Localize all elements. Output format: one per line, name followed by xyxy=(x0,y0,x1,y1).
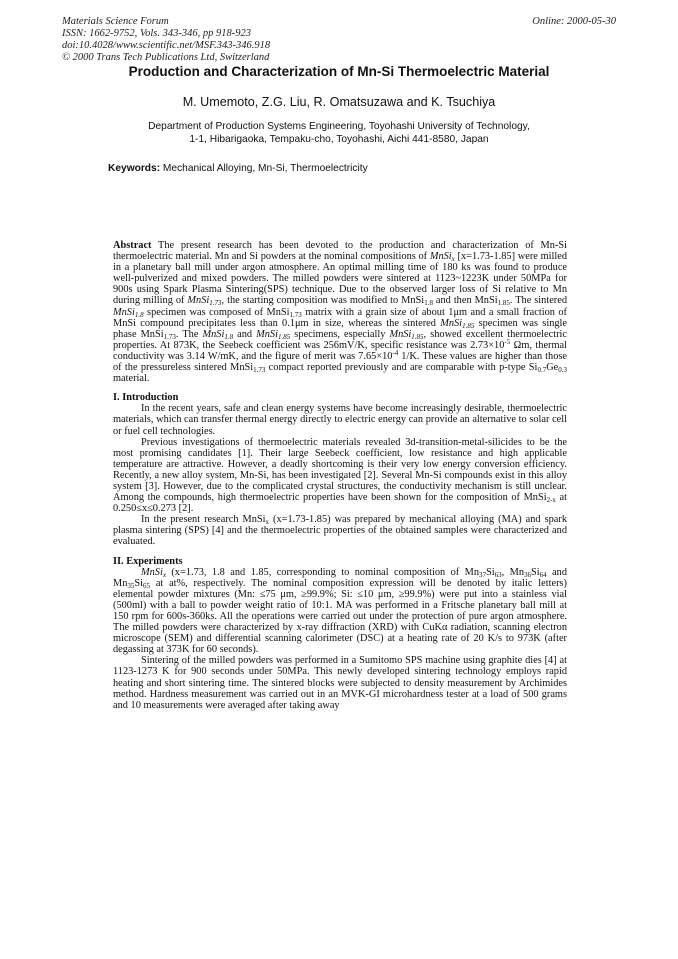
section-heading-experiments: II. Experiments xyxy=(113,555,183,567)
affiliation-line-2: 1-1, Hibarigaoka, Tempaku-cho, Toyohashi, Aichi 441-8580, Japan xyxy=(189,134,489,145)
experiments-paragraph-1: MnSi$_x$ (x=1.73, 1.8 and 1.85, corresponding to nominal composition of $Mn_{37}Si_{63}$, $Mn_{36}Si_{64}$ and $Mn_{35}Si_{65}$ at at%, respectively. The nominal composition expression will be denoted by italic letters) elemental powder mixtures (Mn: ≤75 μm, ≥99.9%; Si: ≤10 μm, ≥99.9%) were put into a stainless vial (500ml) with a ball to powder weight ratio of 10:1. MA was performed in a Fritsche planetary ball mill at 150 rpm for 600s-360ks. All the operations were carried out under the protection of pure argon atmosphere. The milled powders were characterized by x-ray diffraction (XRD) with CuKα radiation, scanning electron microscope (SEM) and differential scanning calorimeter (DSC) at a heating rate of 20 K/s to 973K (after degassing at 373K for 60 seconds). xyxy=(113,566,568,656)
keywords-text: Mechanical Alloying, Mn-Si, Thermoelectricity xyxy=(160,163,368,174)
body-text xyxy=(113,240,567,711)
keywords xyxy=(108,163,368,174)
abstract-label: Abstract xyxy=(113,240,152,251)
journal-name: Materials Science Forum xyxy=(62,16,169,27)
intro-paragraph-1: In the recent years, safe and clean energy systems have become increasingly desirable, thermoelectric materials, which can transfer thermal energy directly to electric energy can provide an alternative to solar cell or fuel cell technologies. xyxy=(113,403,567,437)
doi-line: doi:10.4028/www.scientific.net/MSF.343-346.918 xyxy=(62,40,271,51)
copyright-line: © 2000 Trans Tech Publications Ltd, Switzerland xyxy=(62,52,270,63)
online-date: Online: 2000-05-30 xyxy=(532,16,616,27)
intro-paragraph-2: Previous investigations of thermoelectric materials revealed 3d-transition-metal-silicides to be the most promising candidates [1]. Their large Seebeck coefficient, low resistance and high applicable temperature are attractive. However, a deadly shortcoming is their very low energy conversion efficiency. Recently, a new alloy system, Mn-Si, has been investigated [2]. Several Mn-Si compounds exist in this alloy system [3]. However, due to the complicated crystal structures, the conductivity mechanism is still unclear. Among the compounds, high thermoelectric properties have been shown for the composition of MnSi$_{2-x}$ at 0.250≤x≤0.273 [2]. xyxy=(113,436,567,515)
affiliation-line-1: Department of Production Systems Engineering, Toyohashi University of Technology, xyxy=(148,121,530,132)
abstract: Abstract The present research has been devoted to the production and characterization of Mn-Si thermoelectric material. Mn and Si powders at the nominal compositions of MnSi$_x$ [x=1.73-1.85] were milled in a planetary ball mill under argon atmosphere. An optimal milling time of 180 ks was found to produce well-pulverized and mixed powders. The milled powders were sintered at 1123~1223K under 50MPa for 900s using Spark Plasma Sintering(SPS) technique. Due to the observed larger loss of Si relative to Mn during milling of MnSi$_{1.73}$, the starting composition was modified to MnSi$_{1.8}$ and then MnSi$_{1.85}$. The sintered MnSi$_{1.8}$ specimen was composed of MnSi$_{1.73}$ matrix with a grain size of about 1μm and a small fraction of MnSi compound precipitates less than 0.1μm in size, whereas the sintered MnSi$_{1.85}$ specimen was single phase MnSi$_{1.73}$. The MnSi$_{1.8}$ and MnSi$_{1.85}$ specimens, especially MnSi$_{1.85}$, showed excellent thermoelectric properties. At 873K, the Seebeck coefficient was 256mV/K, specific resistance was $2.73\times 10^{-5}$ Ωm, thermal conductivity was 3.14 W/mK, and the figure of merit was $7.65\times 10^{-4}$ 1/K. These values are higher than those of the pressureless sintered MnSi$_{1.73}$ compact reported previously and are comparable with p-type $Si_{0.7}Ge_{0.3}$ material. xyxy=(113,240,568,385)
intro-paragraph-3: In the present research MnSi$_x$ (x=1.73-1.85) was prepared by mechanical alloying (MA) and spark plasma sintering (SPS) [4] and the thermoelectric properties of the obtained samples were characterized and evaluated. xyxy=(113,514,568,548)
keywords-label: Keywords: xyxy=(108,163,161,174)
author-list: M. Umemoto, Z.G. Liu, R. Omatsuzawa and K. Tsuchiya xyxy=(182,95,496,109)
journal-header xyxy=(62,16,270,64)
issn-line: ISSN: 1662-9752, Vols. 343-346, pp 918-923 xyxy=(62,28,251,39)
section-heading-introduction: I. Introduction xyxy=(113,392,179,404)
experiments-paragraph-2: Sintering of the milled powders was performed in a Sumitomo SPS machine using graphite dies [4] at 1123-1273 K for 900 seconds under 50MPa. This newly developed sintering technology employs rapid heating and short sintering time. The sintered blocks were subjected to density measurement by Archimides method. Hardness measurement was carried out in an MVK-GI microhardness tester at a load of 500 grams and 10 measurements were averaged after taking away xyxy=(113,655,567,711)
paper-title: Production and Characterization of Mn-Si Thermoelectric Material xyxy=(128,64,550,79)
affiliation xyxy=(0,120,678,146)
